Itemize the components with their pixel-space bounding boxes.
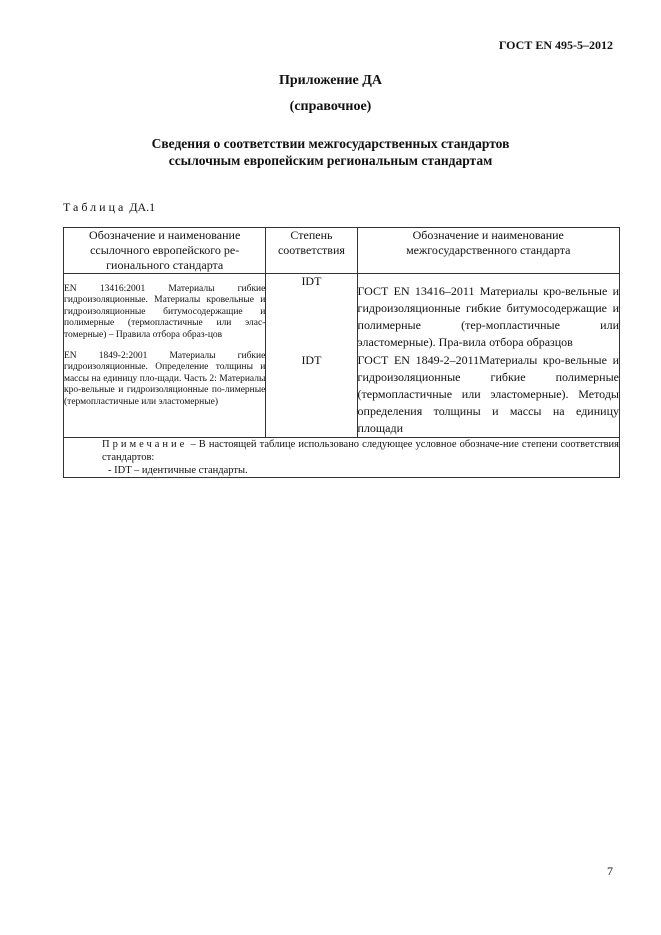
cell-interstate-standard: ГОСТ EN 13416–2011 Материалы кро-вельные и гидроизоляционные гибкие битумосодержащие и полимерные (тер-мопластичные или эластомерные). Пра-вила отбора образцов (357, 274, 619, 352)
table-note-row (64, 438, 620, 478)
table-note (64, 438, 620, 478)
header-degree: Степень соответствия (266, 228, 357, 274)
header-european-standard: Обозначение и наименование ссылочного европейского ре-гионального стандарта (64, 228, 266, 274)
table-header-row (64, 228, 620, 274)
header-interstate-standard: Обозначение и наименование межгосударственного стандарта (357, 228, 619, 274)
note-item: - IDT – идентичные стандарты. (108, 465, 248, 476)
note-label: Примечание (102, 439, 188, 450)
cell-degree: IDT (266, 274, 357, 352)
section-title-line-1: Сведения о соответствии межгосударственных стандартов (151, 136, 510, 151)
document-code: ГОСТ EN 495-5–2012 (498, 38, 613, 52)
table-label-number: ДА.1 (129, 200, 156, 214)
correspondence-table (63, 227, 620, 478)
annex-subtitle: (справочное) (289, 99, 372, 114)
cell-european-standard: EN 13416:2001 Материалы гибкие гидроизоляционные. Материалы кровельные и гидроизоляционные битумосодержащие и полимерные (термопластичные или элас-томерные) – Правила отбора образ-цов (64, 274, 266, 352)
note-body: – В настоящей таблице использовано следующее условное обозначе-ние степени соответствия стандартов: (102, 439, 619, 463)
table-label-prefix: Таблица (63, 200, 127, 214)
table-row (64, 351, 620, 438)
cell-degree: IDT (266, 351, 357, 438)
annex-title: Приложение ДА (278, 73, 383, 88)
table-row (64, 274, 620, 352)
section-title (0, 135, 661, 169)
section-title-line-2: ссылочным европейским региональным стандартам (168, 153, 493, 168)
cell-interstate-standard: ГОСТ EN 1849-2–2011Материалы кро-вельные и гидроизоляционные гибкие полимерные (термопластичные или эластомерные). Методы определения толщины и массы на единицу площади (357, 351, 619, 438)
cell-european-standard: EN 1849-2:2001 Материалы гибкие гидроизоляционные. Определение толщины и массы на единицу пло-щади. Часть 2: Материалы кро-вельные и гидроизоляционные по-лимерные (термопластичные или эластомерные) (64, 351, 266, 438)
table-label (63, 200, 155, 215)
page-number: 7 (607, 864, 613, 878)
note-text (64, 438, 619, 464)
